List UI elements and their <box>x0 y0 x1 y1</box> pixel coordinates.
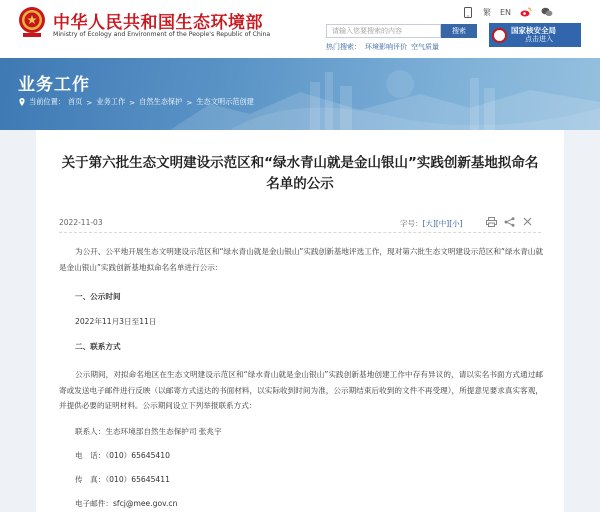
breadcrumb-prefix: 当前位置： <box>29 97 65 106</box>
contact-email: 电子邮件：sfcj@mee.gov.cn <box>75 499 178 508</box>
print-icon[interactable] <box>485 216 498 227</box>
contact-fax: 传 真：（010）65645411 <box>75 475 170 484</box>
breadcrumb-business[interactable]: 业务工作 <box>96 97 126 106</box>
font-size-medium[interactable]: [中] <box>435 219 450 228</box>
article-date: 2022-11-03 <box>59 218 103 227</box>
article-card <box>36 130 564 512</box>
hot-search-link-air-quality[interactable]: 空气质量 <box>411 43 439 51</box>
english-link[interactable]: EN <box>500 7 512 17</box>
nsa-logo-icon <box>492 28 507 43</box>
mobile-icon[interactable] <box>462 6 474 18</box>
nsa-enter: 点击进入 <box>525 35 553 43</box>
contact-person: 联系人：生态环境部自然生态保护司 张兆宇 <box>75 427 222 436</box>
breadcrumb-home[interactable]: 首页 <box>67 97 83 106</box>
article-tools <box>485 216 534 227</box>
share-icon[interactable] <box>503 216 516 227</box>
hot-search-link-eia[interactable]: 环境影响评价 <box>365 43 407 51</box>
hot-search <box>326 42 439 52</box>
font-size-small[interactable]: [小] <box>449 219 463 228</box>
national-emblem-icon[interactable] <box>17 6 47 38</box>
nsa-name: 国家核安全局 <box>511 26 556 35</box>
site-subtitle: Ministry of Ecology and Environment of the People's Republic of China <box>53 31 271 38</box>
font-size-large[interactable]: [大] <box>422 219 436 228</box>
top-links <box>462 5 553 19</box>
breadcrumb: 当前位置： 首页 > 业务工作 > 自然生态保护 > 生态文明示范创建 <box>18 97 254 107</box>
notice-time-range: 2022年11月3日至11日 <box>75 317 157 326</box>
section-heading-contact: 二、联系方式 <box>75 342 121 351</box>
section-banner <box>0 58 600 130</box>
font-size-switch <box>400 218 463 229</box>
traditional-chinese-link[interactable]: 繁 <box>483 7 491 17</box>
location-icon <box>18 98 26 106</box>
search-input[interactable]: 请输入您要搜索的内容 <box>326 24 441 38</box>
nuclear-safety-banner-link[interactable] <box>489 23 581 47</box>
site-title[interactable]: 中华人民共和国生态环境部 <box>53 13 263 33</box>
weibo-icon[interactable] <box>520 6 532 18</box>
close-icon[interactable] <box>521 216 534 227</box>
contact-phone: 电 话：（010）65645410 <box>75 451 170 460</box>
article-title: 关于第六批生态文明建设示范区和“绿水青山就是金山银山”实践创新基地拟命名名单的公示 <box>61 155 539 192</box>
site-header <box>0 0 600 58</box>
divider <box>59 232 541 233</box>
wechat-icon[interactable] <box>541 6 553 18</box>
breadcrumb-eco-demo[interactable]: 生态文明示范创建 <box>196 97 254 106</box>
paragraph-intro: 为公开、公平地开展生态文明建设示范区和“绿水青山就是金山银山”实践创新基地评选工作，现对第六批生态文明建设示范区和“绿水青山就是金山银山”实践创新基地拟命名名单进行公示： <box>59 247 543 272</box>
paragraph-objection: 公示期间，对拟命名地区在生态文明建设示范区和“绿水青山就是金山银山”实践创新基地创建工作中存有异议的，请以实名书面方式通过邮寄或发送电子邮件进行反映（以邮寄方式送达的书面材料，以实际收到时间为准，公示期结束后收到的文件不再受理），所提意见要求真实客观，并提供必要的证明材料。公示期间设立下列举报联系方式： <box>59 370 543 410</box>
search-button[interactable]: 搜索 <box>441 24 477 38</box>
hot-search-label: 热门搜索： <box>326 43 361 51</box>
section-heading-time: 一、公示时间 <box>75 292 121 301</box>
breadcrumb-nature[interactable]: 自然生态保护 <box>139 97 183 106</box>
banner-title: 业务工作 <box>18 75 90 95</box>
font-size-label: 字号： <box>400 219 423 228</box>
